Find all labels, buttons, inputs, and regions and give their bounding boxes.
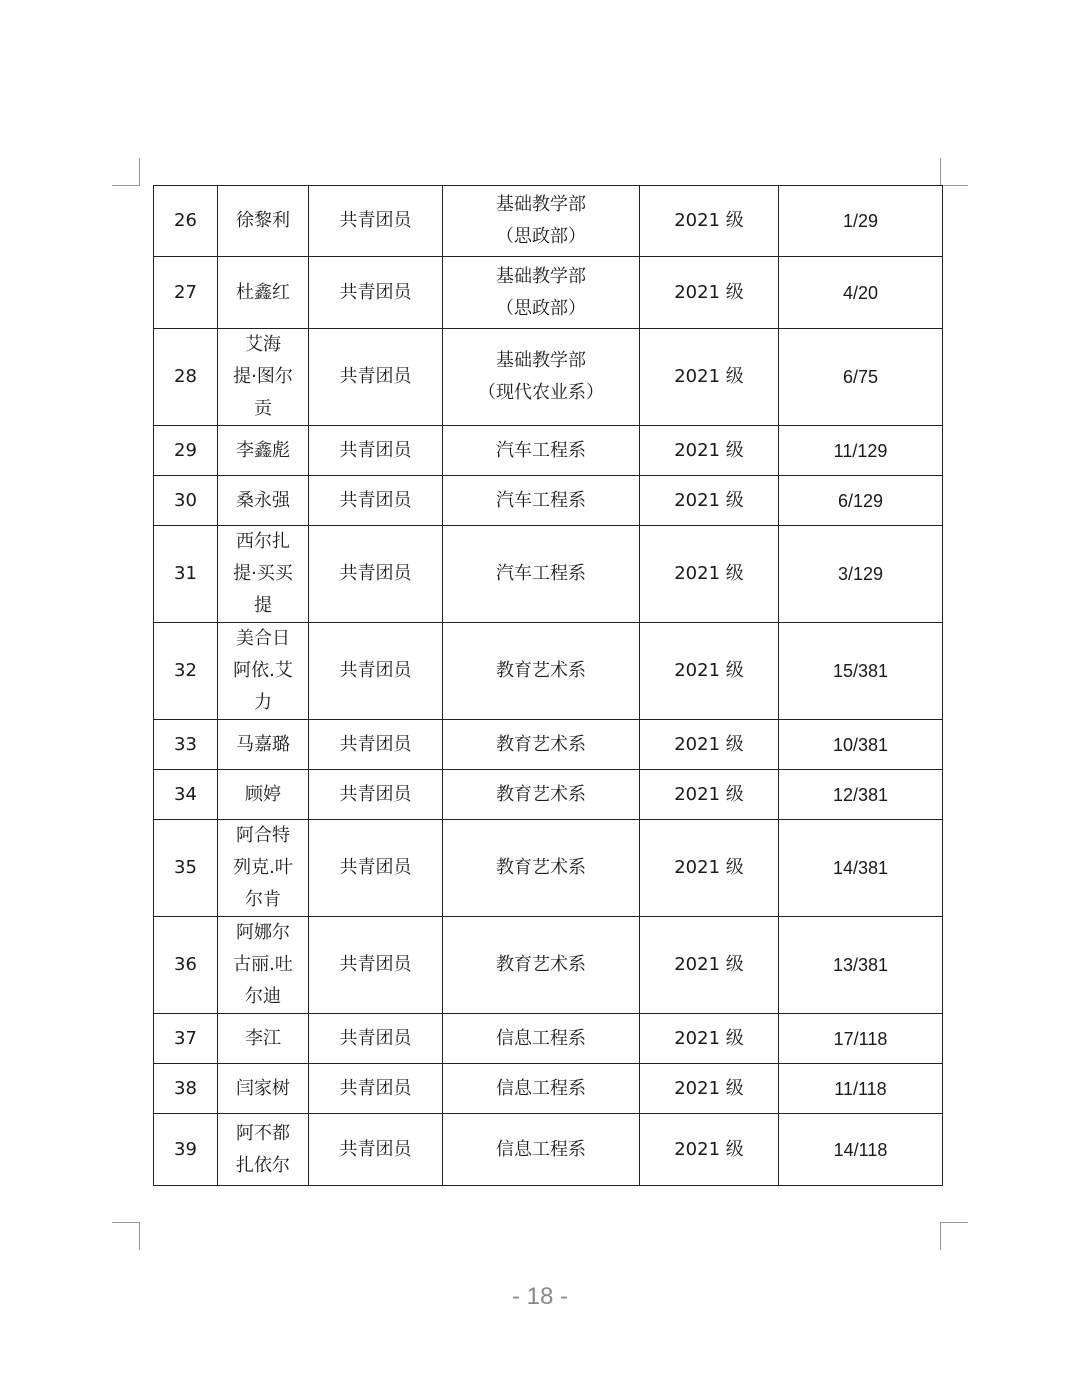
student-name: [218, 476, 309, 526]
table-row: [154, 186, 943, 257]
student-name-line: 尔迪: [245, 986, 281, 1007]
student-name-line: 力: [254, 692, 272, 713]
department: [443, 186, 640, 257]
row-number: 38: [154, 1064, 218, 1114]
political-status: 共青团员: [309, 770, 443, 820]
rank: 17/118: [779, 1014, 943, 1064]
table-row: [154, 917, 943, 1014]
crop-mark-bottom-left: [112, 1222, 140, 1250]
student-name-line: 阿合特: [236, 825, 290, 846]
political-status: 共青团员: [309, 1014, 443, 1064]
student-name-line: 李鑫彪: [236, 439, 290, 461]
student-name-line: 贡: [254, 398, 272, 419]
grade: 2021 级: [640, 1014, 779, 1064]
rank: 11/129: [779, 426, 943, 476]
political-status: 共青团员: [309, 820, 443, 917]
student-name-line: 美合日: [236, 628, 290, 649]
student-table: [153, 185, 943, 1186]
department-line: 教育艺术系: [496, 783, 586, 805]
department-line: （思政部）: [496, 226, 586, 247]
student-name-line: 阿娜尔: [236, 922, 290, 943]
political-status: 共青团员: [309, 257, 443, 329]
department: [443, 720, 640, 770]
table-row: [154, 720, 943, 770]
student-name: [218, 720, 309, 770]
student-name-line: 马嘉璐: [236, 733, 290, 755]
grade: 2021 级: [640, 526, 779, 623]
row-number: 37: [154, 1014, 218, 1064]
student-name-line: 阿依.艾: [233, 660, 293, 681]
student-name-line: 阿不都: [236, 1122, 290, 1144]
department: [443, 257, 640, 329]
department: [443, 1114, 640, 1186]
table-row: [154, 1064, 943, 1114]
department-line: （思政部）: [496, 297, 586, 319]
grade: 2021 级: [640, 820, 779, 917]
department-line: 教育艺术系: [496, 660, 586, 681]
political-status: 共青团员: [309, 476, 443, 526]
student-name-line: 西尔扎: [236, 531, 290, 552]
rank: 12/381: [779, 770, 943, 820]
department-line: （现代农业系）: [478, 382, 604, 403]
grade: 2021 级: [640, 623, 779, 720]
student-name-line: 杜鑫红: [236, 281, 290, 303]
rank: 6/75: [779, 329, 943, 426]
table-row: [154, 329, 943, 426]
row-number: 27: [154, 257, 218, 329]
department: [443, 1014, 640, 1064]
row-number: 33: [154, 720, 218, 770]
crop-mark-bottom-right: [940, 1222, 968, 1250]
row-number: 32: [154, 623, 218, 720]
department: [443, 770, 640, 820]
department-line: 基础教学部: [496, 265, 586, 287]
student-name-line: 提·图尔: [233, 366, 293, 387]
student-name-line: 李江: [245, 1027, 281, 1049]
rank: 4/20: [779, 257, 943, 329]
department-line: 汽车工程系: [496, 439, 586, 461]
rank: 6/129: [779, 476, 943, 526]
student-name-line: 闫家树: [236, 1077, 290, 1099]
department-line: 教育艺术系: [496, 954, 586, 975]
grade: 2021 级: [640, 329, 779, 426]
department: [443, 623, 640, 720]
political-status: 共青团员: [309, 186, 443, 257]
department-line: 汽车工程系: [496, 563, 586, 584]
table-row: [154, 426, 943, 476]
rank: 3/129: [779, 526, 943, 623]
student-name-line: 提: [254, 595, 272, 616]
rank: 14/381: [779, 820, 943, 917]
student-name: [218, 1014, 309, 1064]
political-status: 共青团员: [309, 917, 443, 1014]
grade: 2021 级: [640, 770, 779, 820]
table-row: [154, 623, 943, 720]
student-name: [218, 1064, 309, 1114]
student-name-line: 扎依尔: [236, 1154, 290, 1176]
table-row: [154, 1014, 943, 1064]
student-name: [218, 186, 309, 257]
department: [443, 476, 640, 526]
political-status: 共青团员: [309, 1114, 443, 1186]
row-number: 36: [154, 917, 218, 1014]
table-row: [154, 257, 943, 329]
rank: 10/381: [779, 720, 943, 770]
row-number: 34: [154, 770, 218, 820]
rank: 1/29: [779, 186, 943, 257]
rank: 14/118: [779, 1114, 943, 1186]
student-name-line: 尔肯: [245, 889, 281, 910]
political-status: 共青团员: [309, 720, 443, 770]
student-name-line: 古丽.吐: [233, 954, 293, 975]
student-name-line: 列克.叶: [233, 857, 293, 878]
rank: 13/381: [779, 917, 943, 1014]
crop-mark-top-right: [940, 158, 968, 186]
grade: 2021 级: [640, 917, 779, 1014]
department-line: 教育艺术系: [496, 857, 586, 878]
department: [443, 1064, 640, 1114]
table-row: [154, 820, 943, 917]
grade: 2021 级: [640, 1114, 779, 1186]
student-name-line: 艾海: [245, 334, 281, 355]
table-row: [154, 770, 943, 820]
grade: 2021 级: [640, 186, 779, 257]
row-number: 31: [154, 526, 218, 623]
student-name: [218, 426, 309, 476]
department: [443, 917, 640, 1014]
department: [443, 820, 640, 917]
department: [443, 426, 640, 476]
student-name: [218, 623, 309, 720]
department-line: 信息工程系: [496, 1027, 586, 1049]
student-name-line: 提·买买: [233, 563, 293, 584]
row-number: 28: [154, 329, 218, 426]
department-line: 教育艺术系: [496, 733, 586, 755]
page-number: - 18 -: [511, 1283, 568, 1310]
student-name-line: 徐黎利: [236, 210, 290, 231]
political-status: 共青团员: [309, 1064, 443, 1114]
student-table-body: [154, 186, 943, 1186]
department-line: 信息工程系: [496, 1138, 586, 1160]
department-line: 汽车工程系: [496, 489, 586, 511]
student-name-line: 桑永强: [236, 489, 290, 511]
political-status: 共青团员: [309, 526, 443, 623]
department: [443, 329, 640, 426]
row-number: 39: [154, 1114, 218, 1186]
department: [443, 526, 640, 623]
row-number: 29: [154, 426, 218, 476]
student-name: [218, 1114, 309, 1186]
student-name: [218, 526, 309, 623]
grade: 2021 级: [640, 476, 779, 526]
row-number: 35: [154, 820, 218, 917]
grade: 2021 级: [640, 426, 779, 476]
row-number: 30: [154, 476, 218, 526]
grade: 2021 级: [640, 720, 779, 770]
student-name-line: 顾婷: [245, 783, 281, 805]
student-name: [218, 820, 309, 917]
student-name: [218, 770, 309, 820]
political-status: 共青团员: [309, 623, 443, 720]
rank: 15/381: [779, 623, 943, 720]
row-number: 26: [154, 186, 218, 257]
student-name: [218, 257, 309, 329]
table-row: [154, 476, 943, 526]
department-line: 基础教学部: [496, 194, 586, 215]
rank: 11/118: [779, 1064, 943, 1114]
table-row: [154, 526, 943, 623]
department-line: 基础教学部: [496, 350, 586, 371]
crop-mark-top-left: [112, 158, 140, 186]
political-status: 共青团员: [309, 426, 443, 476]
grade: 2021 级: [640, 257, 779, 329]
student-name: [218, 329, 309, 426]
political-status: 共青团员: [309, 329, 443, 426]
table-row: [154, 1114, 943, 1186]
department-line: 信息工程系: [496, 1077, 586, 1099]
grade: 2021 级: [640, 1064, 779, 1114]
student-name: [218, 917, 309, 1014]
